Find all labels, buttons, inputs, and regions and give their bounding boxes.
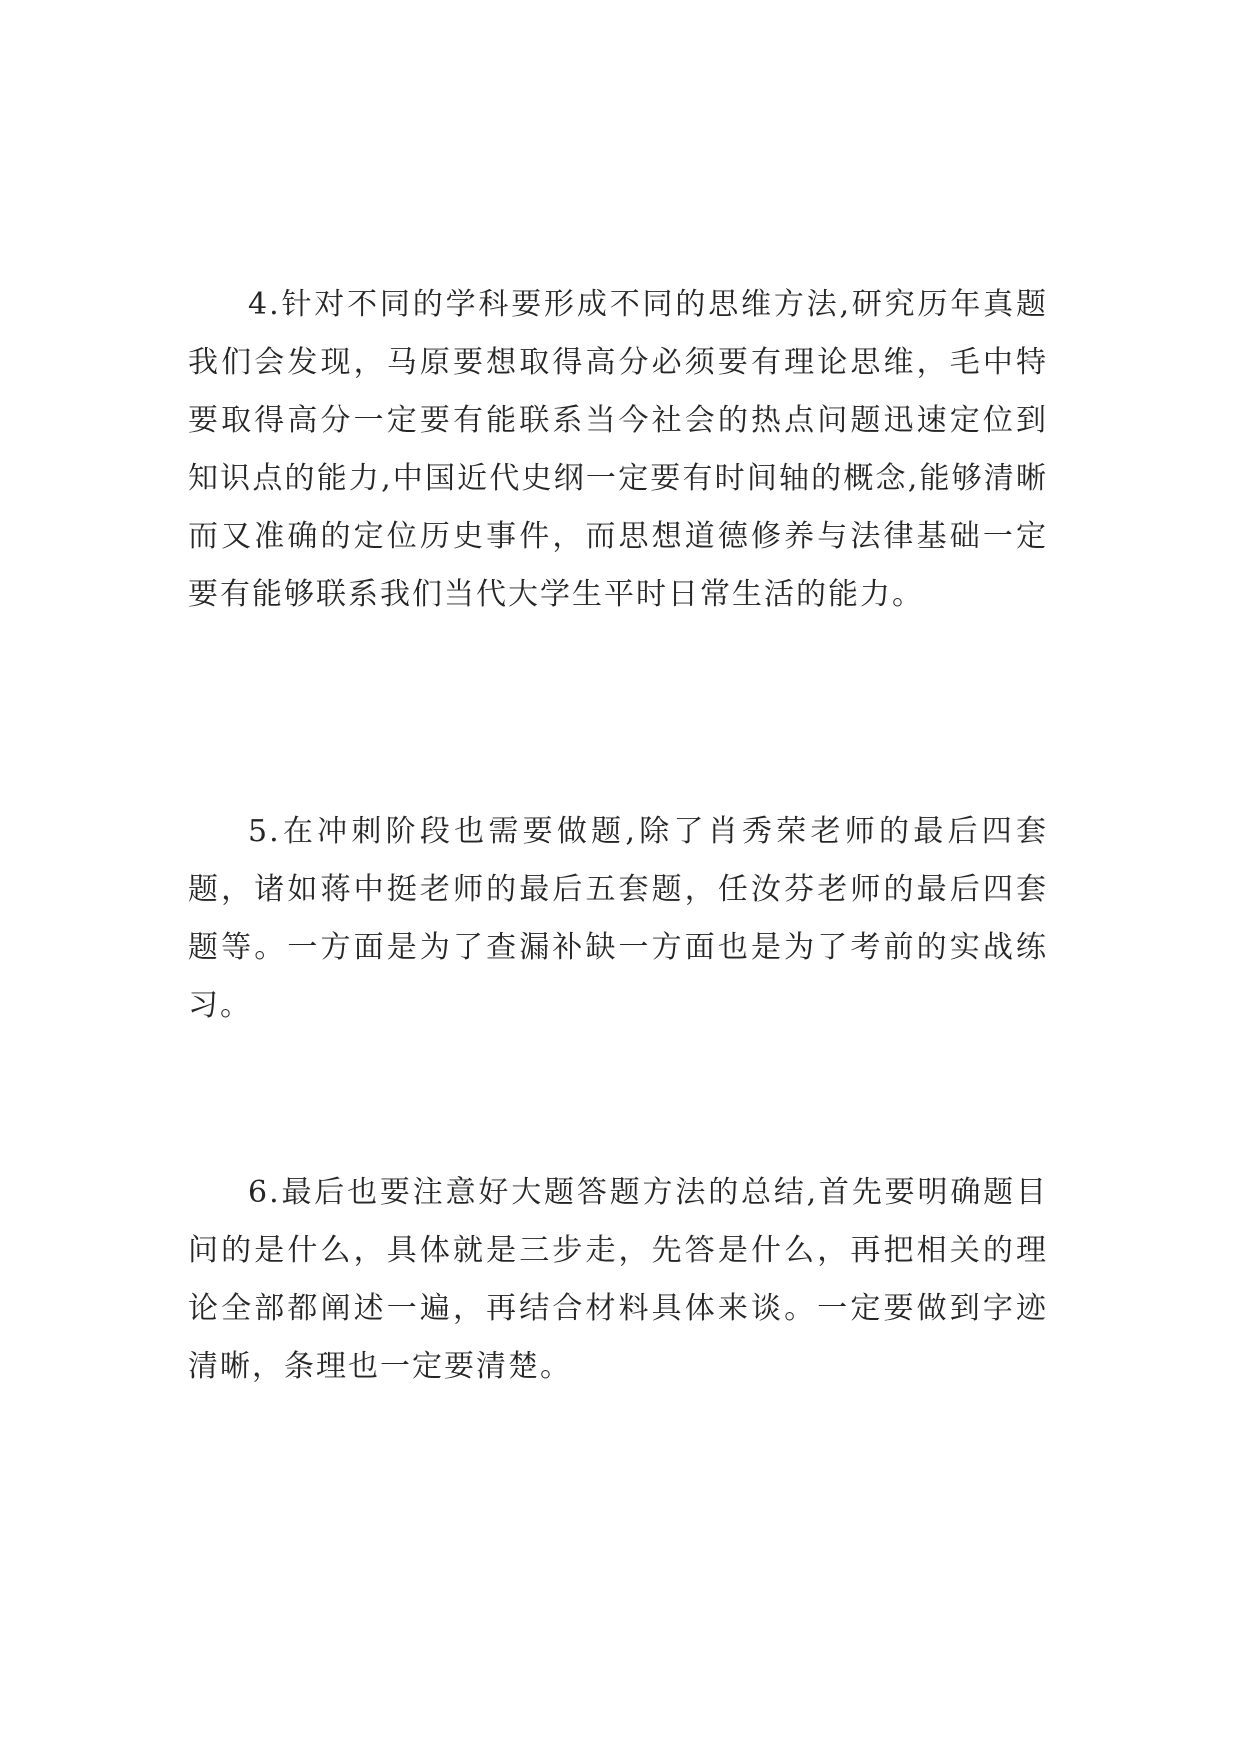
paragraph-5: 5.在冲刺阶段也需要做题,除了肖秀荣老师的最后四套题，诸如蒋中挺老师的最后五套题，任汝芬老师的最后四套题等。一方面是为了查漏补缺一方面也是为了考前的实战练习。	[188, 814, 1048, 1023]
paragraph-6: 6.最后也要注意好大题答题方法的总结,首先要明确题目问的是什么，具体就是三步走，先答是什么，再把相关的理论全部都阐述一遍，再结合材料具体来谈。一定要做到字迹清晰，条理也一定要清楚。	[188, 1175, 1048, 1384]
paragraph-4: 4.针对不同的学科要形成不同的思维方法,研究历年真题我们会发现，马原要想取得高分必须要有理论思维，毛中特要取得高分一定要有能联系当今社会的热点问题迅速定位到知识点的能力,中国近代史纲一定要有时间轴的概念,能够清晰而又准确的定位历史事件，而思想道德修养与法律基础一定要有能够联系我们当代大学生平时日常生活的能力。	[188, 287, 1048, 612]
